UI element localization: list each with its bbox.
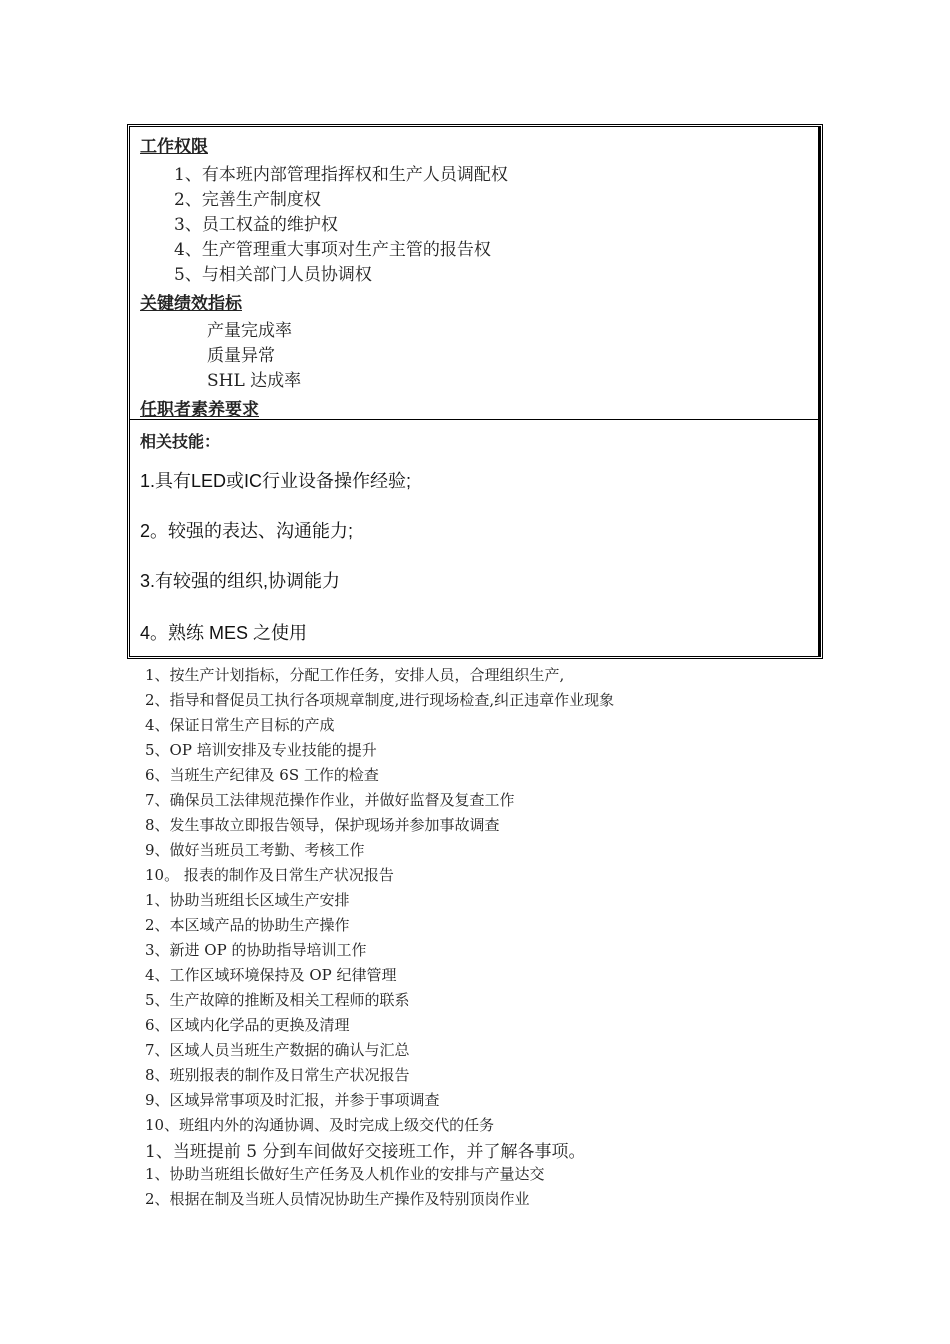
duty-line: 2、本区域产品的协助生产操作 [145,916,350,934]
duty-line: 9、做好当班员工考勤、考核工作 [145,841,365,859]
duty-line: 10。 报表的制作及日常生产状况报告 [145,866,394,884]
duty-line: 6、当班生产纪律及 6S 工作的检查 [145,766,379,784]
kpi-item: SHL 达成率 [207,371,302,391]
duty-line: 4、工作区域环境保持及 OP 纪律管理 [145,966,397,984]
duty-line: 1、协助当班组长做好生产任务及人机作业的安排与产量达交 [145,1165,545,1183]
authority-item: 4、生产管理重大事项对生产主管的报告权 [174,240,491,260]
duty-line: 5、生产故障的推断及相关工程师的联系 [145,991,410,1009]
qualification-title: 任职者素养要求 [140,400,259,420]
skill-item: 2。较强的表达、沟通能力; [140,521,354,541]
duty-line: 2、指导和督促员工执行各项规章制度,进行现场检查,纠正违章作业现象 [145,691,615,709]
duty-line: 10、班组内外的沟通协调、及时完成上级交代的任务 [145,1116,495,1134]
job-description-box [127,124,823,659]
duty-line: 1、按生产计划指标，分配工作任务，安排人员，合理组织生产, [145,666,565,684]
authority-item: 2、完善生产制度权 [174,190,321,210]
duty-line: 1、当班提前 5 分到车间做好交接班工作，并了解各事项。 [145,1142,586,1162]
section-divider [130,419,820,420]
kpi-title: 关键绩效指标 [140,294,242,314]
duty-line: 4、保证日常生产目标的产成 [145,716,335,734]
kpi-item: 产量完成率 [207,321,292,341]
authority-item: 3、员工权益的维护权 [174,215,338,235]
duty-line: 1、协助当班组长区域生产安排 [145,891,350,909]
skills-heading: 相关技能： [140,432,221,451]
duty-line: 7、确保员工法律规范操作作业，并做好监督及复查工作 [145,791,515,809]
authority-title: 工作权限 [140,137,208,157]
authority-item: 1、有本班内部管理指挥权和生产人员调配权 [174,165,508,185]
skill-item: 4。熟练 MES 之使用 [140,623,308,643]
skill-item: 1.具有LED或IC行业设备操作经验; [140,471,412,491]
skill-item: 3.有较强的组织,协调能力 [140,571,341,591]
duty-line: 9、区域异常事项及时汇报，并参于事项调查 [145,1091,440,1109]
duty-line: 2、根据在制及当班人员情况协助生产操作及特别顶岗作业 [145,1190,530,1208]
authority-item: 5、与相关部门人员协调权 [174,265,372,285]
duty-line: 5、OP 培训安排及专业技能的提升 [145,741,377,759]
duty-line: 7、区域人员当班生产数据的确认与汇总 [145,1041,410,1059]
duty-line: 3、新进 OP 的协助指导培训工作 [145,941,367,959]
duty-line: 8、班别报表的制作及日常生产状况报告 [145,1066,410,1084]
kpi-item: 质量异常 [207,346,275,366]
duty-line: 6、区域内化学品的更换及清理 [145,1016,350,1034]
duty-line: 8、发生事故立即报告领导，保护现场并参加事故调查 [145,816,500,834]
